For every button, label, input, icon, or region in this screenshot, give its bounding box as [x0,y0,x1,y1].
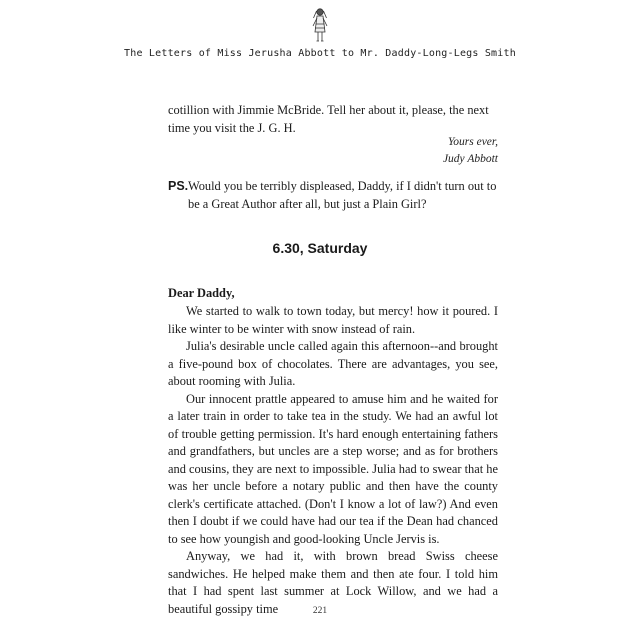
signoff-closing: Yours ever, [447,136,498,148]
postscript-label: PS. [168,179,189,193]
body-paragraph: Our innocent prattle appeared to amuse him and he waited for a later train in order to take tea in the study. We had an awful lot of trouble getting permission. It's hard enough entertaining fathers and grandfathers, but uncles are a step worse; and as for brothers and cousins, they are next to impossible. Julia had to swear that he was her uncle before a notary public and then have the county clerk's certificate attached. (Don't I know a lot of law?) And even then I doubt if we could have had our tea if the Dean had chanced to see how youngish and good-looking Uncle Jervis is. [168,391,498,546]
body-paragraph: Julia's desirable uncle called again this afternoon--and brought a five-pound box of chocolates. There are advantages, you see, about rooming with Julia. [168,339,498,388]
postscript [168,178,498,213]
body-paragraph: We started to walk to town today, but mercy! how it poured. I like winter to be winter with snow instead of rain. [168,304,498,336]
girl-figure-icon [306,6,334,46]
continued-paragraph: cotillion with Jimmie McBride. Tell her about it, please, the next time you visit the J. G. H. [168,103,489,135]
salutation: Dear Daddy, [168,286,235,300]
body-paragraph: Anyway, we had it, with brown bread Swiss cheese sandwiches. He helped make them and then ate four. I told him that I had spent last summer at Lock Willow, and we had a beautiful gossipy time [168,549,498,616]
signoff-name: Judy Abbott [442,153,498,165]
section-heading: 6.30, Saturday [272,240,368,256]
running-head: The Letters of Miss Jerusha Abbott to Mr. Daddy-Long-Legs Smith [124,48,516,59]
letter-signoff [443,134,498,168]
postscript-text: Would you be terribly displeased, Daddy, if I didn't turn out to be a Great Author after all, but just a Plain Girl? [188,179,497,211]
page-number: 221 [312,606,328,616]
letter-body [168,303,498,618]
